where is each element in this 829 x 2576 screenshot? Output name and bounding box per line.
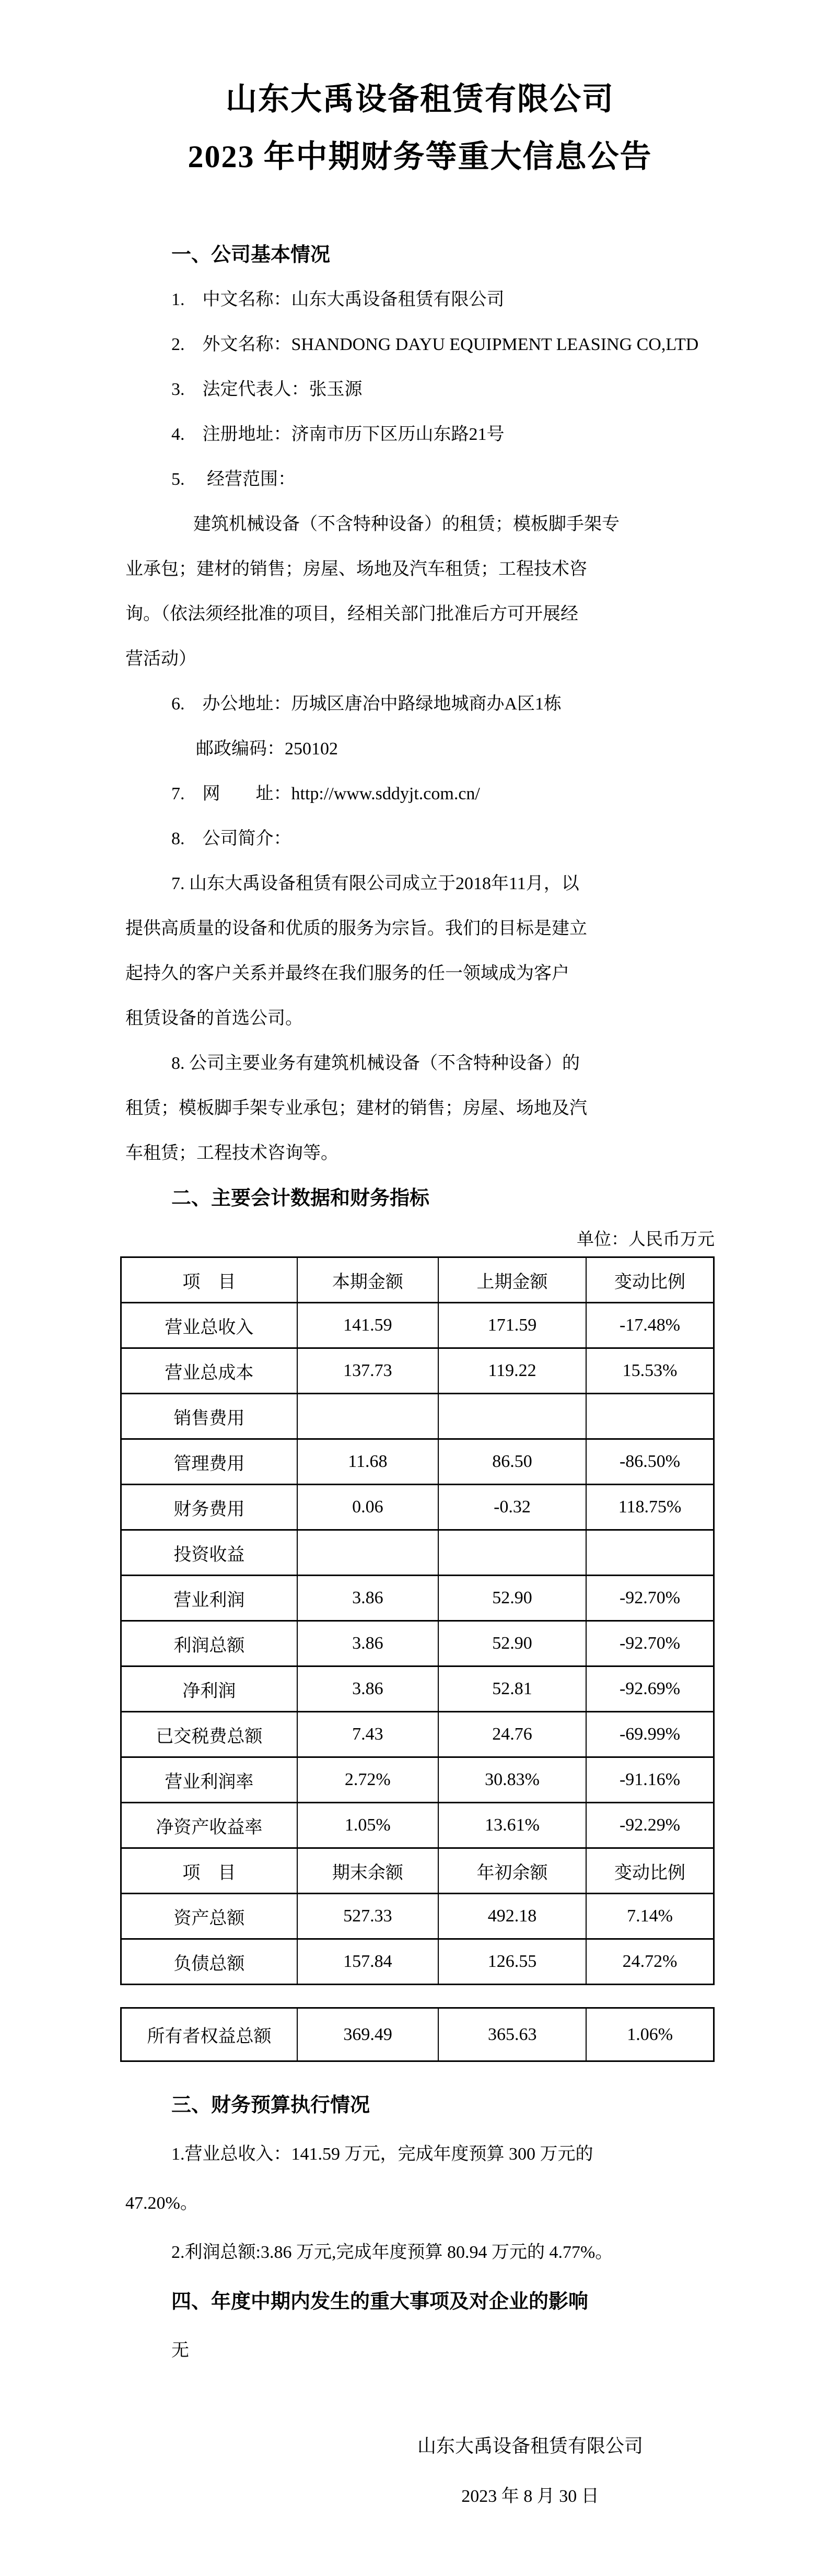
table-header-cell: 本期金额 xyxy=(297,1257,438,1303)
table-header-cell: 期末余额 xyxy=(297,1848,438,1894)
table-unit-note: 单位：人民币万元 xyxy=(577,1230,715,1249)
section-heading-3: 三、财务预算执行情况 xyxy=(171,2094,370,2116)
document-title-line-2: 2023 年中期财务等重大信息公告 xyxy=(188,139,652,174)
table-row xyxy=(121,1803,714,1848)
table-cell: 所有者权益总额 xyxy=(121,2008,298,2061)
table-cell: -92.70% xyxy=(586,1621,714,1666)
text-line: 租赁设备的首选公司。 xyxy=(125,1009,303,1028)
table-cell: -92.70% xyxy=(586,1576,714,1621)
table-row xyxy=(121,1439,714,1485)
table-cell: 财务费用 xyxy=(121,1485,297,1530)
signature-company: 山东大禹设备租赁有限公司 xyxy=(417,2435,643,2456)
table-header-row xyxy=(121,1848,714,1894)
text-line: 6. 办公地址：历城区唐冶中路绿地城商办A区1栋 xyxy=(171,694,562,714)
section-heading-4: 四、年度中期内发生的重大事项及对企业的影响 xyxy=(171,2291,589,2313)
table-row xyxy=(121,1894,714,1939)
text-line: 4. 注册地址：济南市历下区历山东路21号 xyxy=(171,425,505,444)
text-line: 2. 外文名称：SHANDONG DAYU EQUIPMENT LEASING CO,LTD xyxy=(171,335,699,354)
table-cell: 7.14% xyxy=(586,1894,714,1939)
table-row xyxy=(121,1757,714,1803)
table-cell: 52.90 xyxy=(438,1576,586,1621)
table-cell: 销售费用 xyxy=(121,1394,297,1439)
table-cell: 3.86 xyxy=(297,1621,438,1666)
table-header-cell: 变动比例 xyxy=(586,1848,714,1894)
table-cell: -92.29% xyxy=(586,1803,714,1848)
table-cell: 492.18 xyxy=(438,1894,586,1939)
table-row xyxy=(121,1576,714,1621)
table-cell: -17.48% xyxy=(586,1303,714,1348)
financial-indicators-table xyxy=(120,1256,715,1985)
table-cell: 527.33 xyxy=(297,1894,438,1939)
table-cell: 52.81 xyxy=(438,1666,586,1712)
table-row xyxy=(121,1303,714,1348)
table-cell: 11.68 xyxy=(297,1439,438,1485)
section-heading-2: 二、主要会计数据和财务指标 xyxy=(171,1187,430,1209)
table-cell: 营业利润 xyxy=(121,1576,297,1621)
table-row xyxy=(121,1530,714,1576)
table-cell: 30.83% xyxy=(438,1757,586,1803)
text-line: 业承包；建材的销售；房屋、场地及汽车租赁；工程技术咨 xyxy=(125,560,587,579)
table-cell: 365.63 xyxy=(438,2008,586,2061)
table-cell: 0.06 xyxy=(297,1485,438,1530)
table-row xyxy=(121,1394,714,1439)
table-cell: 13.61% xyxy=(438,1803,586,1848)
text-line: 租赁；模板脚手架专业承包；建材的销售；房屋、场地及汽 xyxy=(125,1099,587,1118)
table-cell: 营业总成本 xyxy=(121,1348,297,1394)
signature-block xyxy=(407,2422,653,2524)
text-line: 起持久的客户关系并最终在我们服务的任一领域成为客户 xyxy=(125,964,569,983)
table-row xyxy=(121,1666,714,1712)
table-cell: 营业利润率 xyxy=(121,1757,297,1803)
table-cell: -92.69% xyxy=(586,1666,714,1712)
table-cell: 2.72% xyxy=(297,1757,438,1803)
table-cell: 管理费用 xyxy=(121,1439,297,1485)
text-line: 47.20%。 xyxy=(125,2194,198,2213)
table-cell: 1.06% xyxy=(586,2008,714,2061)
table-header-cell: 项 目 xyxy=(121,1848,297,1894)
table-cell: 负债总额 xyxy=(121,1939,297,1985)
table-row xyxy=(121,1348,714,1394)
table-header-cell: 上期金额 xyxy=(438,1257,586,1303)
table-cell: 7.43 xyxy=(297,1712,438,1757)
table-cell xyxy=(586,1530,714,1576)
text-line: 建筑机械设备（不含特种设备）的租赁；模板脚手架专 xyxy=(193,515,620,534)
table-cell: 资产总额 xyxy=(121,1894,297,1939)
table-cell: 3.86 xyxy=(297,1666,438,1712)
table-row xyxy=(121,1939,714,1985)
table-cell: -0.32 xyxy=(438,1485,586,1530)
text-line: 3. 法定代表人：张玉源 xyxy=(171,380,363,399)
budget-execution-section xyxy=(125,2081,715,2375)
text-line: 无 xyxy=(171,2341,189,2360)
table-cell: 3.86 xyxy=(297,1576,438,1621)
table-cell: 净利润 xyxy=(121,1666,297,1712)
text-line: 5. 经营范围： xyxy=(171,470,296,489)
company-info-section xyxy=(125,232,715,1221)
table-cell: 利润总额 xyxy=(121,1621,297,1666)
text-line: 8. 公司简介： xyxy=(171,829,291,848)
table-cell: 137.73 xyxy=(297,1348,438,1394)
table-cell: -86.50% xyxy=(586,1439,714,1485)
table-cell: 52.90 xyxy=(438,1621,586,1666)
table-cell xyxy=(297,1394,438,1439)
table-cell: 24.76 xyxy=(438,1712,586,1757)
text-line: 邮政编码：250102 xyxy=(196,739,338,759)
table-header-cell: 项 目 xyxy=(121,1257,297,1303)
text-line: 车租赁；工程技术咨询等。 xyxy=(125,1144,338,1163)
table-cell xyxy=(586,1394,714,1439)
table-cell: -69.99% xyxy=(586,1712,714,1757)
table-row xyxy=(121,1712,714,1757)
table-cell: 已交税费总额 xyxy=(121,1712,297,1757)
table-cell: 118.75% xyxy=(586,1485,714,1530)
owners-equity-table xyxy=(120,2007,715,2062)
table-cell: 1.05% xyxy=(297,1803,438,1848)
signature-date: 2023 年 8 月 30 日 xyxy=(461,2487,599,2506)
table-header-row xyxy=(121,1257,714,1303)
document-title-line-1: 山东大禹设备租赁有限公司 xyxy=(226,82,614,116)
table-cell: 369.49 xyxy=(297,2008,438,2061)
table-cell: 净资产收益率 xyxy=(121,1803,297,1848)
section-heading-1: 一、公司基本情况 xyxy=(171,244,331,266)
text-line: 提供高质量的设备和优质的服务为宗旨。我们的目标是建立 xyxy=(125,919,587,938)
table-cell: 营业总收入 xyxy=(121,1303,297,1348)
table-cell: 119.22 xyxy=(438,1348,586,1394)
table-cell xyxy=(438,1394,586,1439)
table-cell xyxy=(438,1530,586,1576)
table-row xyxy=(121,1485,714,1530)
table-cell: 141.59 xyxy=(297,1303,438,1348)
text-line: 8. 公司主要业务有建筑机械设备（不含特种设备）的 xyxy=(171,1054,580,1073)
text-line: 1. 中文名称：山东大禹设备租赁有限公司 xyxy=(171,290,505,309)
table-cell: 126.55 xyxy=(438,1939,586,1985)
text-line: 2.利润总额:3.86 万元,完成年度预算 80.94 万元的 4.77%。 xyxy=(171,2243,613,2262)
table-row xyxy=(121,2008,714,2061)
table-cell: 86.50 xyxy=(438,1439,586,1485)
table-cell: -91.16% xyxy=(586,1757,714,1803)
text-line: 营活动） xyxy=(125,649,196,669)
table-row xyxy=(121,1621,714,1666)
table-cell: 157.84 xyxy=(297,1939,438,1985)
table-cell: 投资收益 xyxy=(121,1530,297,1576)
table-header-cell: 年初余额 xyxy=(438,1848,586,1894)
text-line: 询。（依法须经批准的项目，经相关部门批准后方可开展经 xyxy=(125,604,578,624)
text-line: 7. 网 址：http://www.sddyjt.com.cn/ xyxy=(171,784,480,803)
table-cell: 171.59 xyxy=(438,1303,586,1348)
table-header-cell: 变动比例 xyxy=(586,1257,714,1303)
table-cell: 15.53% xyxy=(586,1348,714,1394)
table-cell xyxy=(297,1530,438,1576)
table-cell: 24.72% xyxy=(586,1939,714,1985)
text-line: 7. 山东大禹设备租赁有限公司成立于2018年11月，以 xyxy=(171,874,579,893)
text-line: 1.营业总收入：141.59 万元，完成年度预算 300 万元的 xyxy=(171,2144,593,2164)
